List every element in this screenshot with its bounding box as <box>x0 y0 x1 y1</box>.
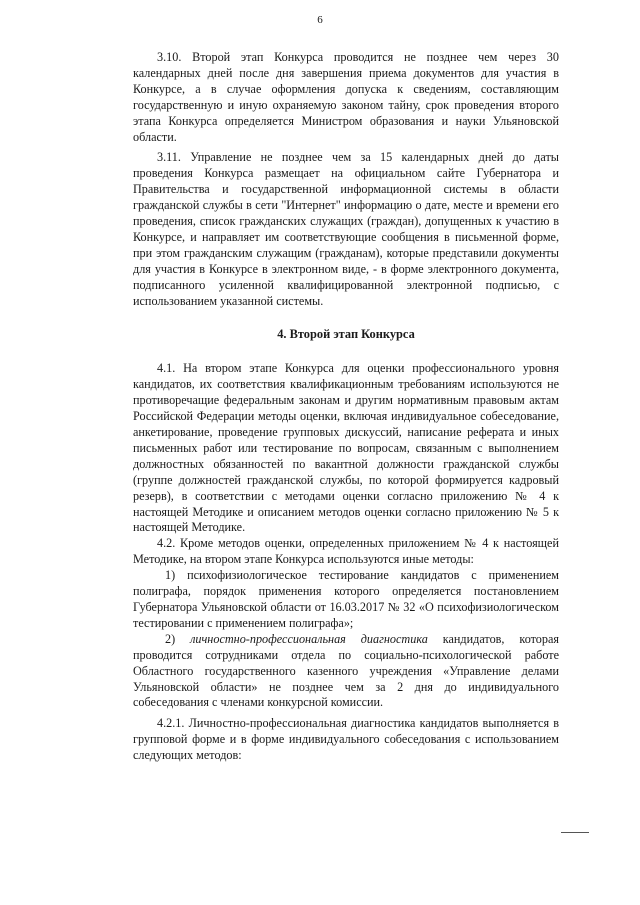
page-number: 6 <box>317 14 323 26</box>
document-body <box>133 50 559 764</box>
paragraph-4-2-1: 4.2.1. Личностно-профессиональная диагностика кандидатов выполняется в групповой форме и в форме индивидуального собеседования с использованием следующих методов: <box>133 716 559 763</box>
paragraph-3-10: 3.10. Второй этап Конкурса проводится не позднее чем через 30 календарных дней после дня завершения приема документов для участия в Конкурсе, а в случае оформления допуска к сведениям, составляющим государственную и иную охраняемую законом тайну, срок проведения второго этапа Конкурса определяется Министром образования и науки Ульяновской области. <box>133 50 559 144</box>
section-heading: 4. Второй этап Конкурса <box>277 326 415 341</box>
paragraph-4-1: 4.1. На втором этапе Конкурса для оценки профессионального уровня кандидатов, их соответствия квалификационным требованиям используются не противоречащие федеральным законам и другим нормативным правовым актам Российской Федерации методы оценки, включая индивидуальное собеседование, анкетирование, проведение групповых дискуссий, написание реферата и иных письменных работ или тестирование по вопросам, связанным с выполнением должностных обязанностей по вакантной должности гражданской службы (группе должностей гражданской службы, по которой формируется кадровый резерв), в соответствии с методами оценки согласно приложению № 4 к настоящей Методике и описанием методов оценки согласно приложению № 5 к настоящей Методике. <box>133 361 559 535</box>
list-item-2-italic: личностно-профессиональная диагностика <box>190 631 428 646</box>
list-item-1: 1) психофизиологическое тестирование кандидатов с применением полиграфа, порядок применения которого определяется постановлением Губернатора Ульяновской области от 16.03.2017 № 32 «О психофизиологическом тестировании с применением полиграфа»; <box>133 568 559 630</box>
list-item-2 <box>133 632 559 712</box>
paragraph-3-11: 3.11. Управление не позднее чем за 15 календарных дней до даты проведения Конкурса размещает на официальном сайте Губернатора и Правительства и государственной информационной системы в области гражданской службы в сети "Интернет" информацию о дате, месте и времени его проведения, список гражданских служащих (граждан), допущенных к участию в Конкурсе, и направляет им соответствующие сообщения в письменной форме, при этом гражданским служащим (гражданам), которые представили документы для участия в Конкурсе в электронном виде, - в форме электронного документа, подписанного усиленной квалифицированной электронной подписью, с использованием указанной системы. <box>133 150 559 308</box>
footer-divider <box>561 832 589 833</box>
list-item-2-lead: 2) <box>165 631 191 646</box>
paragraph-4-2: 4.2. Кроме методов оценки, определенных приложением № 4 к настоящей Методике, на втором этапе Конкурса используются иные методы: <box>133 536 559 567</box>
list-item-2-rest: кандидатов, которая проводится сотрудниками отдела по социально-психологической работе Областного государственного казенного учреждения «Управление делами Ульяновской области» не позднее чем за 2 дня до индивидуального собеседования с членами конкурсной комиссии. <box>133 631 559 710</box>
